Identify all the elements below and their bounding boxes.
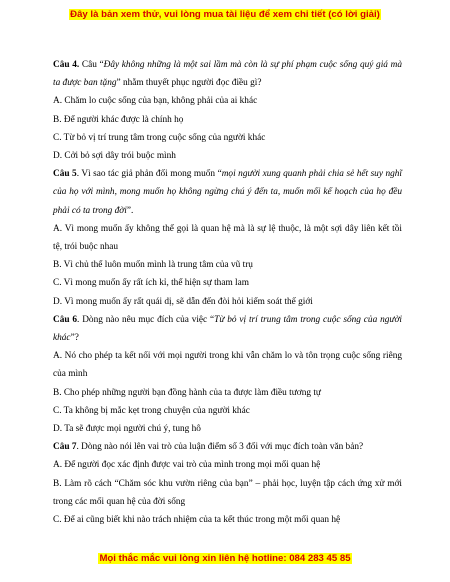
question-quote: Từ bỏ vị trí trung tâm trong cuộc sống của người khác [53, 314, 402, 344]
hotline-text: Mọi thắc mắc vui lòng xin liên hệ hotline: 084 283 45 85 [99, 553, 351, 564]
option: C. Vì mong muốn ấy rất ích kỉ, thể hiện sự tham lam [53, 278, 249, 289]
option: D. Ta sẽ được mọi người chú ý, tung hô [53, 424, 201, 435]
question-label: Câu 4. [53, 60, 80, 70]
question-text-end: ”. [126, 205, 134, 216]
option: A. Để người đọc xác định được vai trò của mình trong mọi mối quan hệ [53, 460, 321, 471]
question-text: Câu “ [79, 60, 104, 70]
question-quote: mọi người xung quanh phải chia sẻ hết suy nghĩ của họ với mình, mong muốn họ không ngừng chú ý đến ta, muốn mối kế hoạch của họ đều phải có ta trong đời [53, 169, 402, 216]
question-label: Câu 7 [53, 442, 77, 453]
option: B. Cho phép những người bạn đồng hành của ta được làm điều tương tự [53, 387, 321, 398]
option: D. Cởi bỏ sợi dây trói buộc mình [53, 151, 176, 162]
preview-notice-text: Đây là bản xem thử, vui lòng mua tài liệu để xem chi tiết (có lời giải) [70, 9, 380, 20]
option: D. Vì mong muốn ấy rất quái dị, sẽ dẫn đến đòi hỏi kiểm soát thế giới [53, 296, 313, 307]
question-text-end: ” nhằm thuyết phục người đọc điều gì? [116, 78, 262, 89]
option: A. Nó cho phép ta kết nối với mọi người trong khi vẫn chăm lo và tôn trọng cuộc sống riêng của mình [53, 351, 402, 380]
question-list [53, 56, 402, 529]
preview-notice-banner [0, 9, 450, 20]
question-label: Câu 5 [53, 169, 77, 180]
option: B. Làm rõ cách “Chăm sóc khu vườn riêng của bạn” – phải học, luyện tập cách ứng xử mới trong các mối quan hệ của đời sống [53, 478, 402, 507]
option: A. Vì mong muốn ấy không thể gọi là quan hệ mà là sự lệ thuộc, là một sợi dây liên kết tồi tệ, trói buộc nhau [53, 223, 402, 253]
question-4 [53, 56, 402, 92]
question-5 [53, 165, 402, 220]
question-label: Câu 6 [53, 314, 78, 325]
option: C. Ta không bị mắc kẹt trong chuyện của người khác [53, 405, 250, 416]
question-7 [53, 438, 402, 456]
question-text-end: ”? [70, 333, 79, 344]
hotline-banner [0, 553, 450, 564]
question-6 [53, 311, 402, 347]
option: B. Để người khác được là chính họ [53, 114, 184, 125]
question-text: . Vì sao tác giả phản đối mong muốn “ [76, 169, 222, 180]
option: C. Từ bỏ vị trí trung tâm trong cuộc sống của người khác [53, 132, 266, 143]
question-text: . Dòng nào nêu mục đích của việc “ [77, 314, 215, 325]
option: A. Chăm lo cuộc sống của bạn, không phải của ai khác [53, 96, 258, 107]
question-text: . Dòng nào nói lên vai trò của luận điểm số 3 đối với mục đích toàn văn bản? [76, 442, 364, 453]
question-quote: Đây không những là một sai lầm mà còn là sự phí phạm cuộc sống quý giá mà ta được ban tặng [53, 60, 402, 89]
option: C. Để ai cũng biết khi nào trách nhiệm của ta kết thúc trong một mối quan hệ [53, 515, 341, 526]
option: B. Vì chủ thể luôn muốn mình là trung tâm của vũ trụ [53, 260, 253, 271]
